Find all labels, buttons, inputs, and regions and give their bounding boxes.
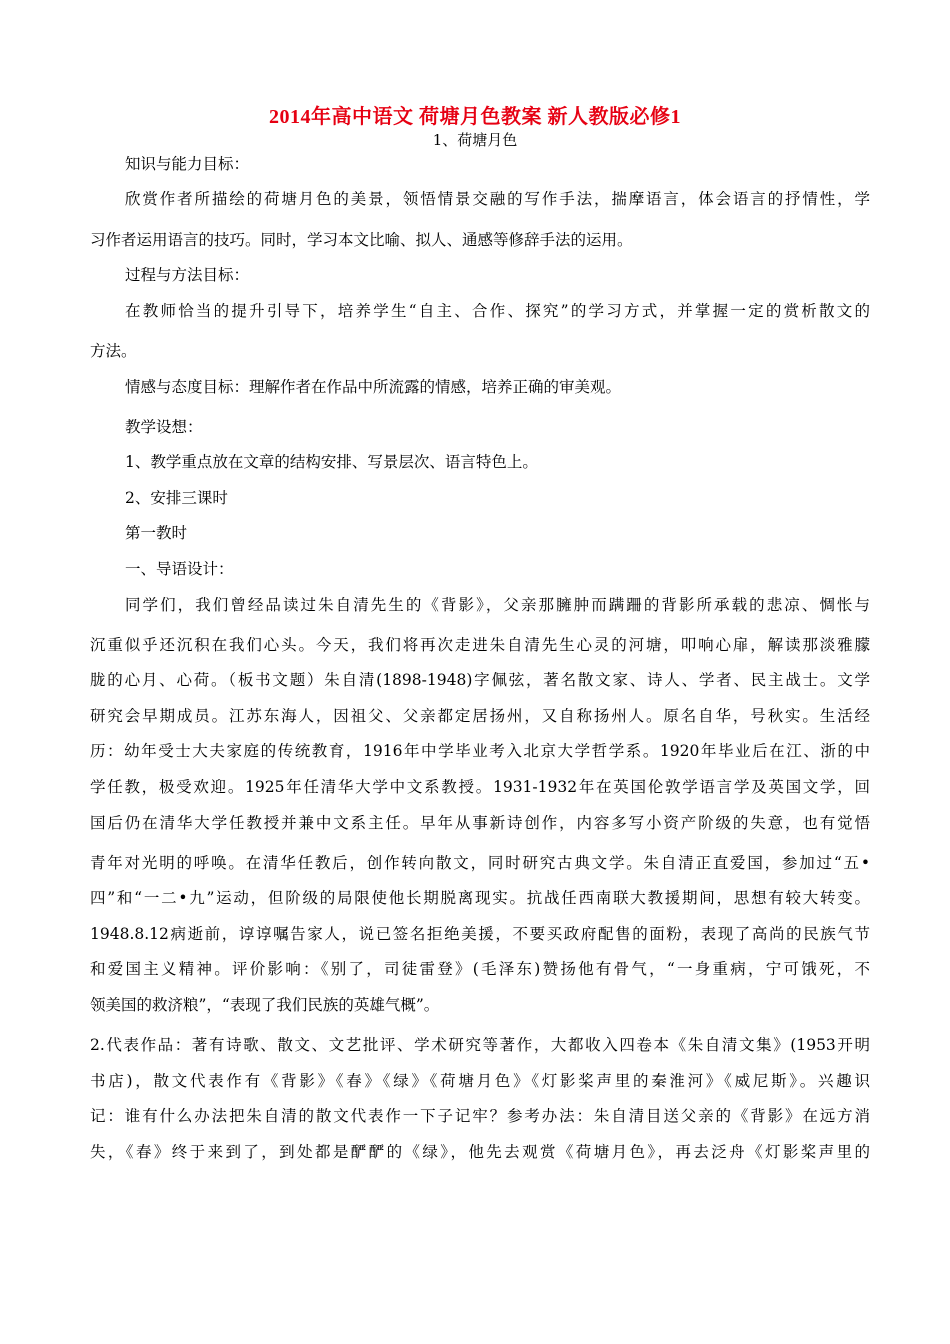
paragraph-line: 2、安排三课时 — [125, 489, 228, 507]
paragraph-line: 领美国的救济粮”，“表现了我们民族的英雄气概”。 — [90, 996, 440, 1014]
paragraph-line: 欣赏作者所描绘的荷塘月色的美景，领悟情景交融的写作手法，揣摩语言，体会语言的抒情性，学 — [125, 190, 870, 208]
paragraph-line: 记：谁有什么办法把朱自清的散文代表作一下子记牢？参考办法：朱自清目送父亲的《背影》在远方消 — [90, 1107, 870, 1125]
paragraph-line: 在教师恰当的提升引导下，培养学生“自主、合作、探究”的学习方式，并掌握一定的赏析散文的 — [125, 302, 870, 320]
paragraph-line: 教学设想： — [125, 418, 203, 436]
document-subtitle: 1、荷塘月色 — [432, 131, 518, 149]
document-title: 2014年高中语文 荷塘月色教案 新人教版必修1 — [269, 106, 681, 128]
paragraph-line: 学任教，极受欢迎。1925年任清华大学中文系教授。1931-1932年在英国伦敦学语言学及英国文学，回 — [90, 778, 870, 796]
paragraph-line: 胧的心月、心荷。（板书文题）朱自清(1898-1948)字佩弦，著名散文家、诗人、学者、民主战士。文学 — [90, 671, 870, 689]
paragraph-line: 和爱国主义精神。评价影响：《别了，司徒雷登》(毛泽东)赞扬他有骨气，“一身重病，宁可饿死，不 — [90, 960, 870, 978]
paragraph-line: 情感与态度目标：理解作者在作品中所流露的情感，培养正确的审美观。 — [125, 378, 622, 396]
paragraph-line: 1、教学重点放在文章的结构安排、写景层次、语言特色上。 — [125, 453, 538, 471]
paragraph-line: 历：幼年受士大夫家庭的传统教育，1916年中学毕业考入北京大学哲学系。1920年毕业后在江、浙的中 — [90, 742, 870, 760]
paragraph-line: 习作者运用语言的技巧。同时，学习本文比喻、拟人、通感等修辞手法的运用。 — [90, 231, 633, 249]
paragraph-line: 失，《春》终于来到了，到处都是酽酽的《绿》，他先去观赏《荷塘月色》，再去泛舟《灯影桨声里的 — [90, 1143, 870, 1161]
paragraph-line: 第一教时 — [125, 524, 188, 542]
paragraph-line: 1948.8.12病逝前，谆谆嘱告家人，说已签名拒绝美援，不要买政府配售的面粉，表现了高尚的民族气节 — [90, 925, 870, 943]
paragraph-line: 书店)，散文代表作有《背影》《春》《绿》《荷塘月色》《灯影桨声里的秦淮河》《威尼斯》。兴趣识 — [90, 1072, 870, 1090]
paragraph-line: 同学们，我们曾经品读过朱自清先生的《背影》，父亲那臃肿而蹒跚的背影所承载的悲凉、惆怅与 — [125, 596, 870, 614]
paragraph-line: 国后仍在清华大学任教授并兼中文系主任。早年从事新诗创作，内容多写小资产阶级的失意，也有觉悟 — [90, 814, 870, 832]
paragraph-line: 研究会早期成员。江苏东海人，因祖父、父亲都定居扬州，又自称扬州人。原名自华，号秋实。生活经 — [90, 707, 870, 725]
paragraph-line: 一、导语设计： — [125, 560, 234, 578]
paragraph-line: 过程与方法目标： — [125, 266, 250, 284]
paragraph-line: 2.代表作品：著有诗歌、散文、文艺批评、学术研究等著作，大都收入四卷本《朱自清文集》(1953开明 — [90, 1036, 870, 1054]
paragraph-line: 沉重似乎还沉积在我们心头。今天，我们将再次走进朱自清先生心灵的河塘，叩响心扉，解读那淡雅朦 — [90, 636, 870, 654]
paragraph-line: 知识与能力目标： — [125, 155, 250, 173]
paragraph-line: 青年对光明的呼唤。在清华任教后，创作转向散文，同时研究古典文学。朱自清正直爱国，参加过“五• — [90, 854, 870, 872]
paragraph-line: 方法。 — [90, 342, 137, 360]
paragraph-line: 四”和“一二•九”运动，但阶级的局限使他长期脱离现实。抗战任西南联大教援期间，思想有较大转变。 — [90, 889, 870, 907]
